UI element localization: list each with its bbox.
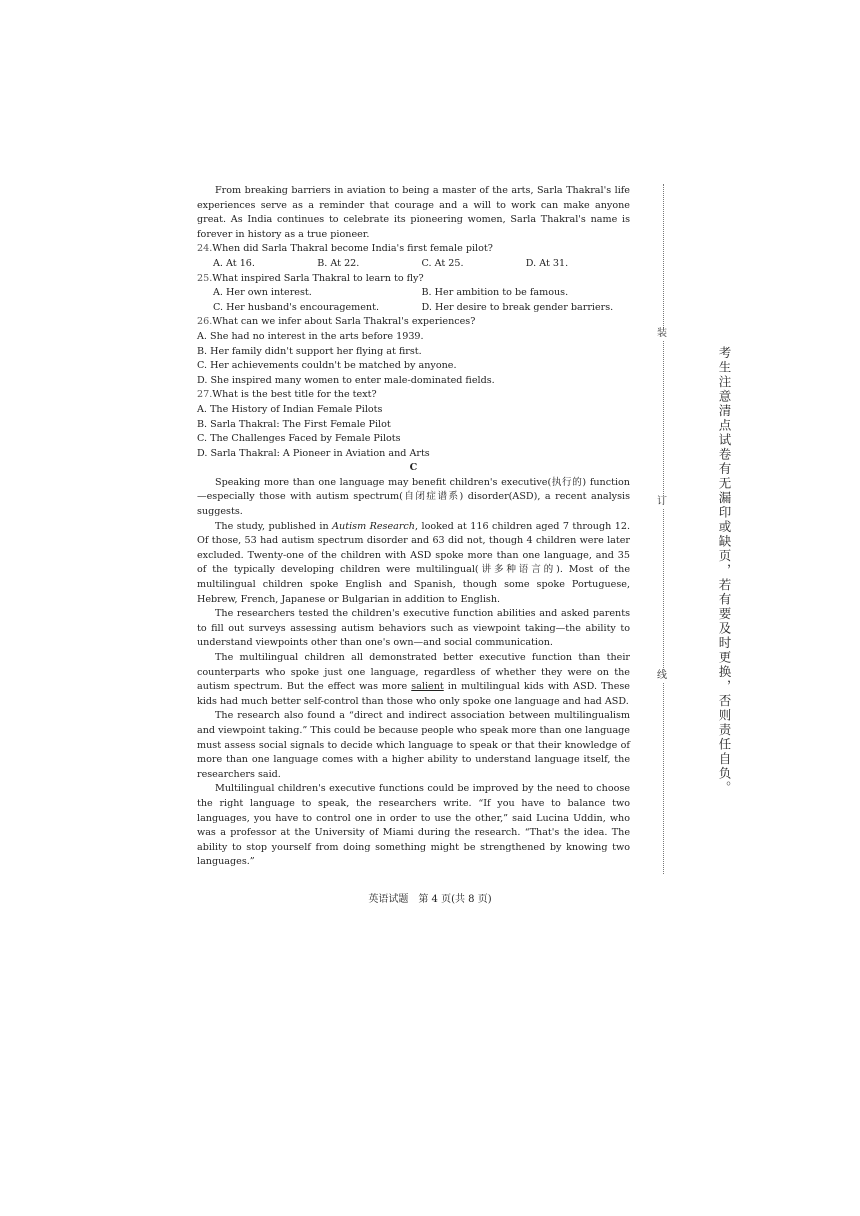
candidate-notice: 考生注意清点试卷有无漏印或缺页，若有要及时更换，否则责任自负。 [717,346,732,796]
option-a: A. Her own interest. [213,287,312,299]
binding-char-ding: 订 [657,496,667,507]
option-b: B. Her ambition to be famous. [421,287,569,299]
question-stem [197,388,630,403]
option-d: D. At 31. [525,257,569,269]
question-text: What inspired Sarla Thakral to learn to fly? [212,272,424,284]
question-text: What is the best title for the text? [212,389,377,401]
question-number: 26. [197,316,213,328]
paragraph-1: Speaking more than one language may benefit children's executive(执行的) function—especially those with autism spectrum(自闭症谱系) disorder(ASD), a recent analysis suggests. [197,476,630,518]
option-d: D. Her desire to break gender barriers. [421,301,614,313]
paragraph-2 [197,520,630,608]
option-c: C. The Challenges Faced by Female Pilots [197,433,401,445]
binding-char-zhuang: 装 [657,328,667,339]
question-25 [197,272,630,316]
option-b: B. At 22. [317,257,360,269]
option-c: C. At 25. [421,257,464,269]
option-row [213,257,630,272]
page-footer: 英语试题 第 4 页(共 8 页) [368,894,492,905]
page-content [197,184,630,870]
paragraph-text: , looked at 116 children aged 7 through 12. Of those, 53 had autism spectrum disorder and 63 did not, though 4 children were later excluded. Twenty-one of the children with ASD spoke more than one language, and 35 of the typically developing children were multilingual(讲多种语言的). Most of the multilingual children spoke English and Spanish, though some spoke Portuguese, Hebrew, French, Japanese or Bulgarian in addition to English. [197,520,631,605]
binding-char-xian: 线 [657,670,667,681]
question-number: 27. [197,389,213,401]
binding-line [663,184,664,874]
option-row [213,286,630,301]
option-d: D. Sarla Thakral: A Pioneer in Aviation and Arts [197,447,430,459]
option-a: A. The History of Indian Female Pilots [197,403,383,415]
paragraph-text: The study, published in [215,520,333,532]
question-number: 25. [197,272,213,284]
paragraph-text: The multilingual children all demonstrated better executive function than their counterparts who spoke just one language, regardless of whether they were on the autism spectrum. But the effect was more [197,652,630,693]
option-c: C. Her achievements couldn't be matched by anyone. [197,360,457,372]
option-a: A. At 16. [213,257,255,269]
paragraph-text: in multilingual kids with ASD. These kids had much better self-control than those who only spoke one language and had ASD. [197,681,630,707]
question-27 [197,388,630,461]
question-stem [197,272,630,287]
option-a: A. She had no interest in the arts before 1939. [197,330,424,342]
option-b: B. Sarla Thakral: The First Female Pilot [197,418,391,430]
passage-b-ending: From breaking barriers in aviation to being a master of the arts, Sarla Thakral's life experiences serve as a reminder that courage and a will to work can make anyone great. As India continues to celebrate its pioneering women, Sarla Thakral's name is forever in history as a true pioneer. [197,185,630,240]
paragraph-6: Multilingual children's executive functions could be improved by the need to choose the right language to speak, the researchers write. “If you have to balance two languages, you have to control one in order to use the other,” said Lucina Uddin, who was a professor at the University of Miami during the research. “That's the idea. The ability to stop yourself from doing something might be strengthened by knowing two languages.” [197,783,630,868]
journal-name: Autism Research [332,520,415,532]
question-text: When did Sarla Thakral become India's first female pilot? [212,243,493,255]
question-number: 24. [197,243,213,255]
paragraph-3: The researchers tested the children's executive function abilities and asked parents to fill out surveys assessing autism behaviors such as viewpoint taking—the ability to understand viewpoints other than one's own—and social communication. [197,608,630,649]
option-b: B. Her family didn't support her flying at first. [197,345,422,357]
option-d: D. She inspired many women to enter male-dominated fields. [197,374,495,386]
option-c: C. Her husband's encouragement. [213,301,380,313]
question-24 [197,242,630,271]
option-row [213,301,630,316]
question-stem [197,315,630,330]
paragraph-4 [197,651,630,709]
paragraph-5: The research also found a “direct and indirect association between multilingualism and viewpoint taking.” This could be because people who speak more than one language must assess social signals to decide which language to speak or that their knowledge of more than one language comes with a higher ability to understand language itself, the researchers said. [197,710,630,780]
question-stem [197,242,630,257]
question-26 [197,315,630,388]
section-heading: C [409,462,418,474]
underlined-word: salient [411,681,444,693]
question-text: What can we infer about Sarla Thakral's experiences? [212,316,476,328]
